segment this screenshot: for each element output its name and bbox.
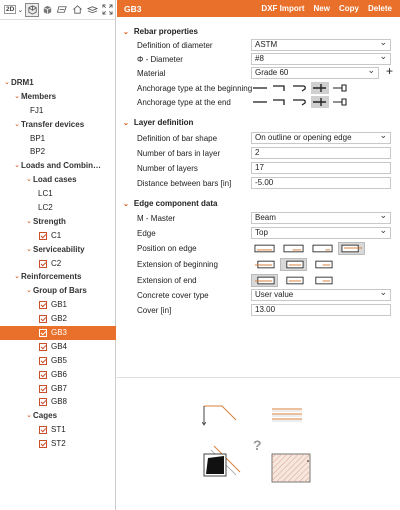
- anchorage-end-row: [137, 96, 397, 109]
- anchor-box-icon[interactable]: [331, 82, 349, 94]
- distance-row: [137, 177, 397, 190]
- cross-section-illustration: [271, 453, 311, 483]
- chevron-down-icon: ⌄: [17, 6, 24, 14]
- extension-beginning-options: [251, 258, 336, 270]
- anchorage-hook-illustration: [202, 404, 238, 430]
- visibility-checkbox[interactable]: [39, 371, 47, 379]
- tree-item-st1[interactable]: [0, 423, 116, 437]
- edge-select[interactable]: Top ⌄: [251, 227, 391, 239]
- extension-beginning-row: [137, 258, 397, 271]
- help-question-icon: ?: [253, 437, 262, 453]
- tree-item-label: LC1: [38, 189, 53, 199]
- tree-item-label: BP1: [30, 133, 46, 143]
- tree-item-label: Loads and Combin…: [21, 161, 101, 171]
- visibility-checkbox[interactable]: [39, 315, 47, 323]
- section-title: Rebar properties: [133, 27, 198, 36]
- chevron-down-icon[interactable]: ⌄: [14, 120, 20, 128]
- field-label: Concrete cover type: [137, 291, 209, 300]
- tree-item-serviceability[interactable]: [0, 243, 116, 257]
- master-select[interactable]: Beam ⌄: [251, 212, 391, 224]
- visibility-checkbox[interactable]: [39, 385, 47, 393]
- solid-view-icon[interactable]: [40, 3, 54, 17]
- material-row: [137, 64, 397, 80]
- extension-beyond-icon[interactable]: [251, 258, 278, 271]
- cover-input[interactable]: 13.00: [251, 304, 391, 316]
- tree-item-lc1[interactable]: [0, 187, 116, 201]
- chevron-down-icon: ⌄: [123, 120, 129, 127]
- cover-type-row: [137, 289, 397, 302]
- tree-item-loads-and-combin[interactable]: [0, 159, 116, 173]
- position-full-icon[interactable]: [251, 242, 278, 255]
- tree-item-transfer-devices[interactable]: [0, 118, 116, 132]
- extension-beyond-icon[interactable]: [251, 274, 278, 287]
- chevron-down-icon[interactable]: ⌄: [26, 176, 32, 184]
- view-toolbar: [0, 0, 115, 20]
- delete-button[interactable]: Delete: [367, 4, 392, 13]
- visibility-checkbox[interactable]: [39, 301, 47, 309]
- chevron-down-icon: ⌄: [123, 201, 129, 208]
- layers-icon[interactable]: [85, 3, 99, 17]
- tree-item-st2[interactable]: [0, 437, 116, 451]
- tree-item-c2[interactable]: [0, 257, 116, 271]
- tree-item-strength[interactable]: [0, 215, 116, 229]
- chevron-down-icon: ⌄: [123, 29, 129, 36]
- tree-item-label: C1: [51, 230, 62, 240]
- extension-flush-icon[interactable]: [280, 258, 307, 271]
- visibility-checkbox[interactable]: [39, 440, 47, 448]
- home-icon[interactable]: [70, 3, 84, 17]
- edge-row: [137, 227, 397, 240]
- dxf-import-button[interactable]: DXF Import: [261, 4, 305, 13]
- new-button[interactable]: New: [313, 4, 330, 13]
- tree-item-gb3[interactable]: [0, 326, 116, 340]
- tree-item-lc2[interactable]: [0, 201, 116, 215]
- field-label: Extension of beginning: [137, 260, 218, 269]
- tree-item-label: ST1: [51, 425, 66, 435]
- view-mode-dropdown[interactable]: [3, 3, 24, 17]
- tree-item-label: Transfer devices: [21, 119, 85, 129]
- chevron-down-icon[interactable]: ⌄: [26, 245, 32, 253]
- visibility-checkbox[interactable]: [39, 426, 47, 434]
- tree-item-label: GB1: [51, 300, 68, 310]
- tree-item-gb7[interactable]: [0, 382, 116, 396]
- tree-item-fj1[interactable]: [0, 104, 116, 118]
- tree-item-bp2[interactable]: [0, 145, 116, 159]
- visibility-checkbox[interactable]: [39, 329, 47, 337]
- tree-item-label: GB8: [51, 397, 68, 407]
- tree-item-members[interactable]: [0, 90, 116, 104]
- fit-view-icon[interactable]: [100, 3, 114, 17]
- tree-item-label: GB3: [51, 328, 68, 338]
- position-extended-icon[interactable]: [338, 242, 365, 255]
- field-label: Edge: [137, 229, 156, 238]
- tree-item-label: Serviceability: [33, 244, 85, 254]
- section-layer-definition[interactable]: [123, 118, 193, 127]
- bar-shape-preview: [117, 377, 400, 510]
- position-on-edge-row: [137, 242, 397, 255]
- straight-anchor-icon[interactable]: [251, 96, 269, 108]
- position-half-icon[interactable]: [280, 242, 307, 255]
- cover-type-select[interactable]: User value ⌄: [251, 289, 391, 301]
- tree-item-label: GB7: [51, 383, 68, 393]
- view-mode-label: 2D: [6, 6, 15, 13]
- field-label: Number of layers: [137, 164, 198, 173]
- section-rebar-properties[interactable]: [123, 27, 198, 36]
- distance-input[interactable]: -5.00: [251, 177, 391, 189]
- page-title: GB3: [124, 3, 142, 14]
- tree-item-gb6[interactable]: [0, 368, 116, 382]
- tree-item-label: FJ1: [30, 105, 44, 115]
- tree-item-gb8[interactable]: [0, 395, 116, 409]
- straight-anchor-icon[interactable]: [251, 82, 269, 94]
- field-label: Extension of end: [137, 276, 197, 285]
- tree-item-label: Reinforcements: [21, 272, 82, 282]
- field-label: Definition of diameter: [137, 41, 213, 50]
- section-title: Edge component data: [133, 199, 218, 208]
- diameter-select[interactable]: #8 ⌄: [251, 53, 391, 65]
- definition-of-diameter-select[interactable]: ASTM ⌄: [251, 39, 391, 51]
- tree-item-drm1[interactable]: [0, 76, 116, 90]
- field-label: Distance between bars [in]: [137, 179, 232, 188]
- chevron-down-icon[interactable]: ⌄: [26, 287, 32, 295]
- anchor-plate-icon[interactable]: [311, 96, 329, 108]
- tree-item-label: GB6: [51, 369, 68, 379]
- field-label: Φ - Diameter: [137, 55, 183, 64]
- bars-in-layer-input[interactable]: 2: [251, 147, 391, 159]
- field-label: Cover [in]: [137, 306, 172, 315]
- extension-inset-icon[interactable]: [309, 258, 336, 271]
- field-label: M - Master: [137, 214, 176, 223]
- tree-item-bp1[interactable]: [0, 132, 116, 146]
- field-label: Definition of bar shape: [137, 134, 218, 143]
- visibility-checkbox[interactable]: [39, 232, 47, 240]
- tree-item-label: Cages: [33, 411, 58, 421]
- tree-item-label: BP2: [30, 147, 46, 157]
- anchor-box-icon[interactable]: [331, 96, 349, 108]
- project-tree: [0, 76, 116, 451]
- wireframe-view-icon[interactable]: [25, 3, 39, 17]
- visibility-checkbox[interactable]: [39, 398, 47, 406]
- tree-item-c1[interactable]: [0, 229, 116, 243]
- chevron-down-icon[interactable]: ⌄: [26, 412, 32, 420]
- anchorage-end-options: [251, 96, 349, 108]
- tree-item-gb5[interactable]: [0, 354, 116, 368]
- tree-item-label: ST2: [51, 439, 66, 449]
- tree-item-cages[interactable]: [0, 409, 116, 423]
- visibility-checkbox[interactable]: [39, 343, 47, 351]
- tree-item-gb4[interactable]: [0, 340, 116, 354]
- extension-inset-icon[interactable]: [309, 274, 336, 287]
- hook-135-anchor-icon[interactable]: [291, 96, 309, 108]
- field-label: Anchorage type at the beginning: [137, 84, 253, 93]
- tree-item-load-cases[interactable]: [0, 173, 116, 187]
- tree-item-gb1[interactable]: [0, 298, 116, 312]
- anchorage-beginning-row: [137, 82, 397, 95]
- bar-layers-illustration: [271, 406, 303, 424]
- section-title: Layer definition: [133, 118, 194, 127]
- concrete-cover-illustration: [200, 444, 242, 480]
- field-label: Material: [137, 69, 166, 78]
- project-tree-panel: [0, 0, 116, 510]
- tree-item-label: Load cases: [33, 175, 77, 185]
- master-row: [137, 212, 397, 225]
- tree-item-label: DRM1: [11, 78, 34, 87]
- properties-header: [117, 0, 400, 17]
- field-label: Number of bars in layer: [137, 149, 221, 158]
- bars-in-layer-row: [137, 147, 397, 160]
- tree-item-gb2[interactable]: [0, 312, 116, 326]
- tree-item-label: GB5: [51, 355, 68, 365]
- material-select[interactable]: Grade 60 ⌄: [251, 67, 379, 79]
- chevron-down-icon[interactable]: ⌄: [14, 273, 20, 281]
- copy-button[interactable]: Copy: [338, 4, 359, 13]
- tree-item-label: Strength: [33, 216, 66, 226]
- visibility-checkbox[interactable]: [39, 260, 47, 268]
- tree-item-label: GB2: [51, 314, 68, 324]
- layers-row: [137, 162, 397, 175]
- field-label: Position on edge: [137, 244, 197, 253]
- properties-panel: [117, 0, 400, 510]
- tree-item-label: C2: [51, 258, 62, 268]
- diameter-row: [137, 53, 397, 66]
- extension-end-options: [251, 274, 336, 286]
- field-label: Anchorage type at the end: [137, 98, 231, 107]
- cover-row: [137, 304, 397, 317]
- tree-item-group-of-bars[interactable]: [0, 284, 116, 298]
- anchor-plate-icon[interactable]: [311, 82, 329, 94]
- chevron-down-icon[interactable]: ⌄: [14, 162, 20, 170]
- tree-item-label: GB4: [51, 341, 68, 351]
- extension-end-row: [137, 274, 397, 287]
- chevron-down-icon[interactable]: ⌄: [4, 79, 10, 86]
- tree-item-label: Group of Bars: [33, 286, 87, 296]
- position-end-icon[interactable]: [309, 242, 336, 255]
- section-view-icon[interactable]: [55, 3, 69, 17]
- definition-of-diameter-row: [137, 39, 397, 52]
- tree-item-label: Members: [21, 91, 57, 101]
- add-material-icon[interactable]: +: [386, 64, 394, 78]
- section-edge-component-data[interactable]: [123, 199, 217, 208]
- anchorage-beginning-options: [251, 82, 349, 94]
- bar-shape-select[interactable]: On outline or opening edge ⌄: [251, 132, 391, 144]
- bar-shape-row: [137, 132, 397, 145]
- tree-item-reinforcements[interactable]: [0, 270, 116, 284]
- hook-90-anchor-icon[interactable]: [271, 96, 289, 108]
- tree-item-label: LC2: [38, 203, 53, 213]
- chevron-down-icon[interactable]: ⌄: [26, 217, 32, 225]
- visibility-checkbox[interactable]: [39, 357, 47, 365]
- hook-90-anchor-icon[interactable]: [271, 82, 289, 94]
- hook-135-anchor-icon[interactable]: [291, 82, 309, 94]
- layers-input[interactable]: 17: [251, 162, 391, 174]
- chevron-down-icon[interactable]: ⌄: [14, 92, 20, 100]
- position-on-edge-options: [251, 242, 365, 254]
- extension-flush-icon[interactable]: [280, 274, 307, 287]
